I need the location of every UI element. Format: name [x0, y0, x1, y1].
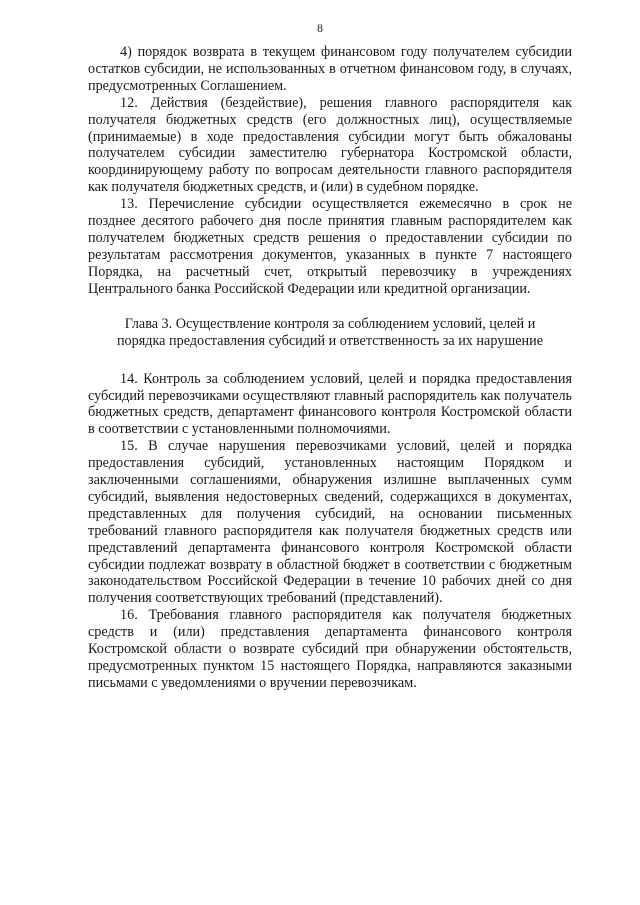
page-number: 8 [317, 21, 323, 35]
paragraph-12: 12. Действия (бездействие), решения главного распорядителя как получателя бюджетных средств (его должностных лиц), осуществляемые (принимаемые) в ходе предоставления субсидии могут быть обжалованы получателем субсидии заместителю губернатора Костромской области, координирующему работу по вопросам деятельности главного распорядителя как получателя бюджетных средств, и (или) в судебном порядке. [88, 94, 572, 196]
paragraph-15: 15. В случае нарушения перевозчиками условий, целей и порядка предоставления субсидий, установленных настоящим Порядком и заключенными соглашениями, обнаружения излишне выплаченных сумм субсидий, выявления недостоверных сведений, содержащихся в документах, представленных для получения субсидий, на основании письменных требований главного распорядителя как получателя бюджетных средств или представлений департамента финансового контроля Костромской области субсидии подлежат возврату в областной бюджет в соответствии с бюджетным законодательством Российской Федерации в течение 10 рабочих дней со дня получения соответствующих требований (представлений). [88, 438, 572, 607]
document-body [88, 44, 572, 692]
chapter-3-heading [88, 316, 572, 351]
chapter-heading-line-1: Глава 3. Осуществление контроля за соблюдением условий, целей и [124, 315, 536, 332]
paragraph-14: 14. Контроль за соблюдением условий, целей и порядка предоставления субсидий перевозчиками осуществляют главный распорядитель как получатель бюджетных средств, департамент финансового контроля Костромской области в соответствии с установленными полномочиями. [88, 370, 572, 438]
paragraph-13: 13. Перечисление субсидии осуществляется ежемесячно в срок не позднее десятого рабочего дня после принятия главным распорядителем как получателем бюджетных средств решения о предоставлении субсидии по результатам рассмотрения документов, указанных в пункте 7 настоящего Порядка, на расчетный счет, открытый перевозчику в учреждениях Центрального банка Российской Федерации или кредитной организации. [88, 196, 572, 297]
chapter-heading-line-2: порядка предоставления субсидий и ответственность за их нарушение [116, 333, 544, 350]
paragraph-16: 16. Требования главного распорядителя как получателя бюджетных средств и (или) представления департамента финансового контроля Костромской области о возврате субсидий при обнаружении обстоятельств, предусмотренных пунктом 15 настоящего Порядка, направляются заказными письмами с уведомлениями о вручении перевозчикам. [88, 607, 572, 691]
paragraph-item-4: 4) порядок возврата в текущем финансовом году получателем субсидии остатков субсидии, не использованных в отчетном финансовом году, в случаях, предусмотренных Соглашением. [88, 44, 572, 94]
